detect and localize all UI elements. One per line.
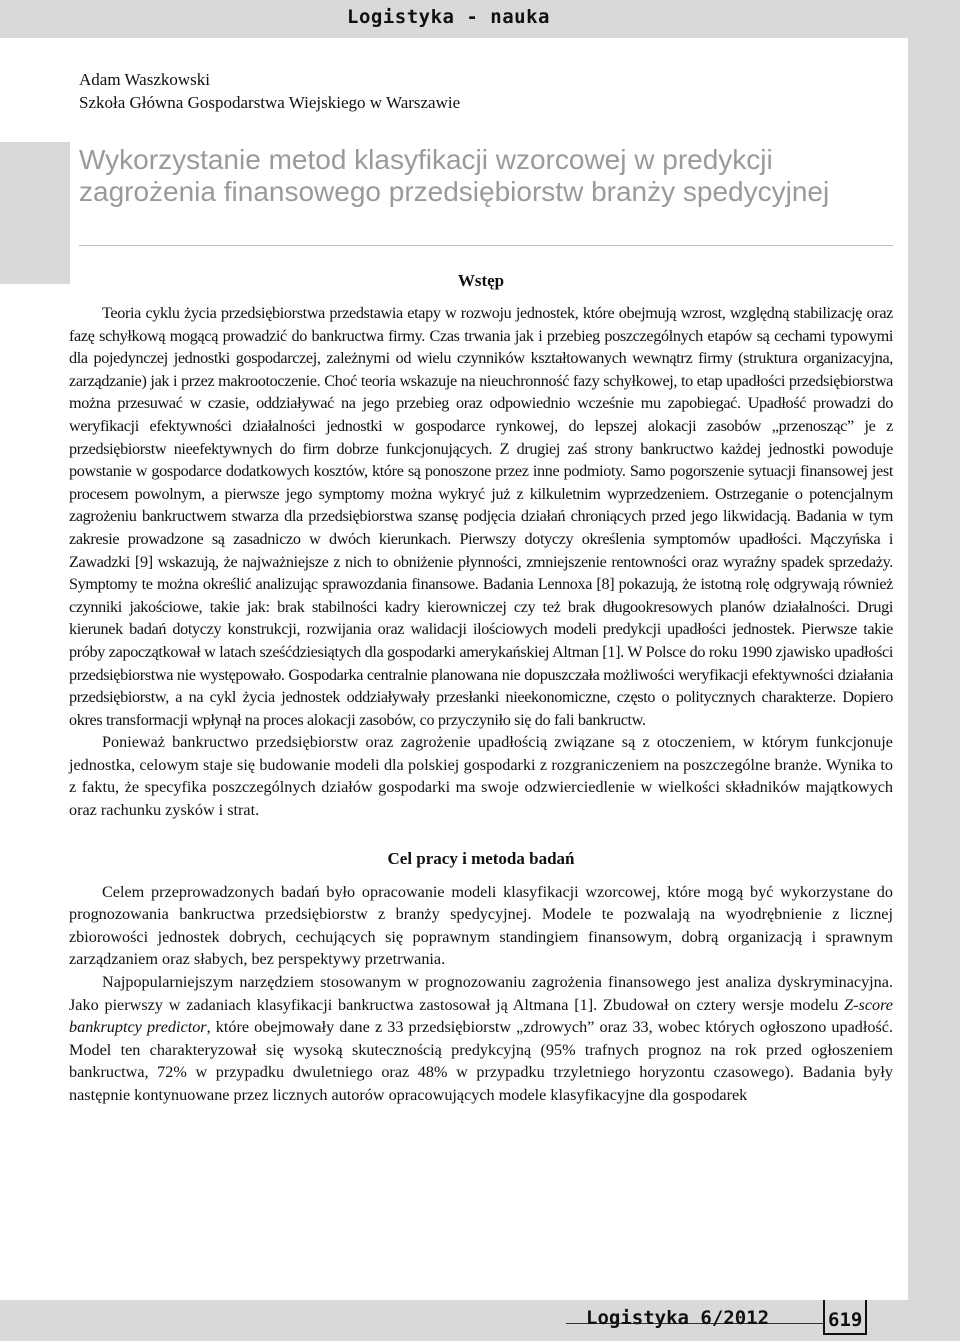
journal-issue-label: Logistyka 6/2012	[586, 1307, 770, 1329]
author-affiliation: Szkoła Główna Gospodarstwa Wiejskiego w Warszawie	[79, 93, 461, 112]
aim-paragraph-2-text-a: Najpopularniejszym narzędziem stosowanym w prognozowaniu zagrożenia finansowego jest analiza dyskryminacyjna. Jako pierwszy w zadaniach klasyfikacji bankructwa zastosował ją Altmana [1]. Zbudował on cztery wersje modelu	[69, 973, 893, 1014]
article-title: Wykorzystanie metod klasyfikacji wzorcowej w predykcji zagrożenia finansowego przedsiębiorstw branży spedycyjnej	[79, 144, 830, 207]
aim-paragraph-2	[69, 971, 893, 1107]
aim-paragraph-2-text-b: , które obejmowały dane z 33 przedsiębiorstw „zdrowych” oraz 33, wobec których ogłoszono upadłość. Model ten charakteryzował się wysoką skutecznością predykcyjną (95% trafnych prognoz na rok przed ogłoszeniem bankructwa, 72% w przypadku dwuletniego oraz 48% w przypadku trzyletniego horyzontu czasowego). Badania były następnie kontynuowane przez licznych autorów opracowujących modele klasyfikacyjne dla gospodarek	[69, 1018, 893, 1104]
page-number: 619	[828, 1309, 863, 1331]
page	[0, 38, 908, 1300]
author-block	[79, 68, 460, 114]
header-bar	[0, 0, 960, 38]
aim-paragraph-1: Celem przeprowadzonych badań było opracowanie modeli klasyfikacji wzorcowej, które mogą być wykorzystane do prognozowania bankructwa przedsiębiorstw z branży spedycyjnej. Modele te pozwalają na wyodrębnienie z licznej zbiorowości jednostek dobrych, cechujących się poprawnym standingiem finansowym, dobrą organizacją i sprawnym zarządzaniem oraz słabych, bez perspektywy przetrwania.	[69, 882, 893, 969]
section-heading-intro: Wstęp	[457, 271, 505, 290]
article-body	[69, 270, 893, 1107]
header-section-label: Logistyka - nauka	[347, 6, 550, 28]
title-accent-band	[0, 142, 70, 284]
author-name: Adam Waszkowski	[79, 70, 210, 89]
intro-paragraph-1: Teoria cyklu życia przedsiębiorstwa przedstawia etapy w rozwoju jednostek, które obejmują wzrost, względną stabilizację oraz fazę schyłkową mogącą prowadzić do bankructwa firmy. Czas trwania jak i przebieg poszczególnych etapów są cechami typowymi dla pojedynczej jednostki gospodarczej, zależnymi od wielu czynników kształtowanych wewnątrz firmy (struktura organizacyjna, zarządzanie) jak i przez makrootoczenie. Choć teoria wskazuje na nieuchronność fazy schyłkowej, to etap upadłości przedsiębiorstwa można przesuwać w czasie, oddziaływać na jego przebieg oraz odpowiednio wcześnie mu zapobiegać. Upadłość prowadzi do weryfikacji efektywności działalności jednostki w gospodarce rynkowej, do lepszej alokacji zasobów „przenosząc” je z przedsiębiorstw nieefektywnych do firm dobrze funkcjonujących. Z drugiej zaś strony bankructwo każdej jednostki powoduje powstanie w gospodarce dodatkowych kosztów, które są ponoszone przez inne podmioty. Samo pogorszenie sytuacji finansowej jest procesem powolnym, a pierwsze jego symptomy można wykryć już z kilkuletnim wyprzedzeniem. Ostrzeganie o potencjalnym zagrożeniu bankructwem stwarza dla przedsiębiorstwa szansę podjęcia działań chroniących przed jego likwidacją. Badania w tym zakresie prowadzone są zasadniczo w dwóch kierunkach. Pierwszy dotyczy określenia symptomów upadłości. Mączyńska i Zawadzki [9] wskazują, że najważniejsze z nich to obniżenie płynności, zmniejszenie rentowności oraz wyraźny spadek sprzedaży. Symptomy te można określić analizując sprawozdania finansowe. Badania Lennoxa [8] pokazują, że istotną rolę odgrywają również czynniki jakościowe, takie jak: brak stabilności kadry kierowniczej czy też brak długookresowych planów działalności. Drugi kierunek badań dotyczy konstrukcji, rozwijania oraz walidacji ilościowych modeli predykcji upadłości jednostek. Pierwsze takie próby zapoczątkował w latach sześćdziesiątych dla gospodarki amerykańskiej Altman [1]. W Polsce do roku 1990 zjawisko upadłości przedsiębiorstwa nie występowało. Gospodarka centralnie planowana nie dopuszczała możliwości weryfikacji efektywności działania przedsiębiorstw, a na cykl życia jednostek oddziaływały przesłanki nieekonomiczne, często o politycznych charakterze. Dopiero okres transformacji wpłynął na proces alokacji zasobów, co przyczyniło się do fali bankructw.	[69, 304, 893, 729]
aim-paragraph-2-model-name: Z-score bankruptcy predictor	[69, 995, 893, 1037]
section-heading-aim: Cel pracy i metoda badań	[387, 848, 575, 868]
title-divider	[79, 245, 893, 246]
footer-bar	[0, 1300, 960, 1341]
intro-paragraph-2: Ponieważ bankructwo przedsiębiorstw oraz zagrożenie upadłością związane są z otoczeniem, w którym funkcjonuje jednostka, celowym staje się budowanie modeli dla polskiej gospodarki z rozgraniczeniem na poszczególne branże. Wynika to z faktu, że specyfika poszczególnych działów gospodarki ma swoje odzwierciedlenie w wielkości składników majątkowych oraz rachunku zysków i strat.	[69, 733, 893, 820]
